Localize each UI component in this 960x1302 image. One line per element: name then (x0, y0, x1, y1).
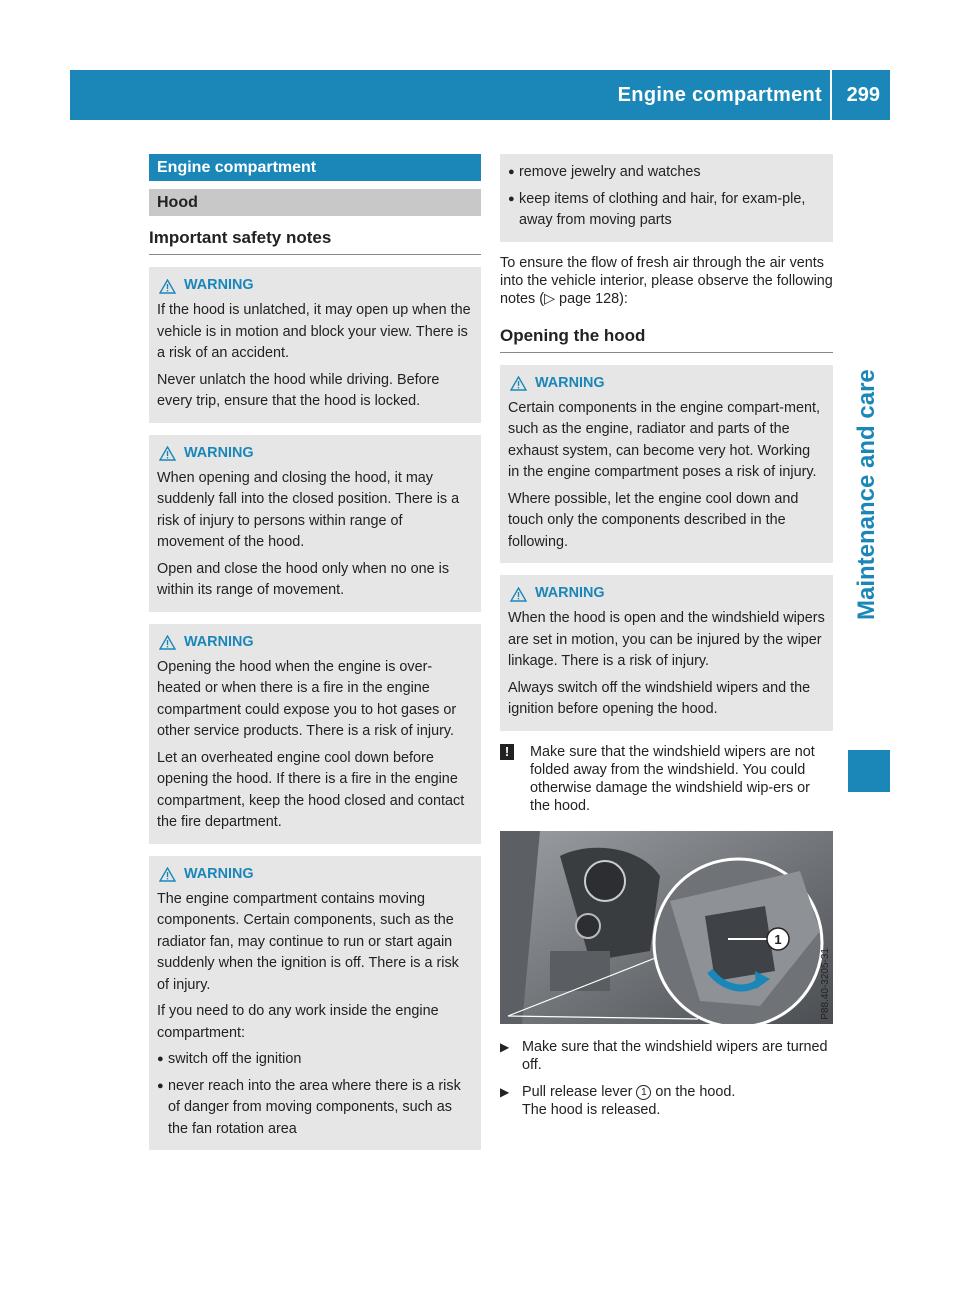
warning-triangle-icon (159, 279, 176, 294)
warning-triangle-icon (159, 867, 176, 882)
hood-release-photo (500, 831, 833, 1024)
image-code: P88.40-3205-31 (820, 947, 831, 1020)
intro-paragraph: To ensure the flow of fresh air through the air vents into the vehicle interior, please observe the following notes (▷ page 128): (500, 254, 833, 307)
right-column (500, 154, 833, 1119)
chapter-side-tab (848, 120, 890, 1120)
warning-triangle-icon (159, 446, 176, 461)
footwell-illustration (500, 831, 833, 1024)
warning-text: Opening the hood when the engine is over-heated or when there is a fire in the engine compartment could expose you to hot gases or other service products. There is a risk of injury. (157, 658, 457, 739)
warning-triangle-icon (510, 587, 527, 602)
warning-box (149, 624, 481, 844)
callout-1-icon: 1 (636, 1085, 651, 1100)
header-title: Engine compartment (617, 84, 822, 106)
warning-triangle-icon (510, 376, 527, 391)
warning-text: When opening and closing the hood, it may suddenly fall into the closed position. There is a risk of injury to persons within range of movement of the hood. (157, 469, 460, 550)
page-header-bar (70, 70, 890, 120)
section-title: Engine compartment (149, 154, 481, 181)
bullet-item: ● never reach into the area where there is a risk of danger from moving components, such as the fan rotation area (157, 1076, 473, 1141)
page-number: 299 (846, 84, 880, 106)
chapter-marker (848, 750, 890, 792)
bullet-item: ● keep items of clothing and hair, for exam-ple, away from moving parts (508, 189, 825, 232)
warning-box-continued (500, 154, 833, 242)
warning-text: Certain components in the engine compart-ment, such as the engine, radiator and parts of the exhaust system, can become very hot. Working in the engine compartment poses a risk of injury. (508, 399, 820, 480)
header-divider (830, 70, 832, 120)
warning-title: WARNING (535, 374, 605, 391)
instruction-step: ▶ Make sure that the windshield wipers are turned off. (500, 1038, 828, 1073)
warning-title: WARNING (184, 444, 254, 461)
caution-note: ! Make sure that the windshield wipers are not folded away from the windshield. You could otherwise damage the windshield wip-ers or the hood. (500, 743, 833, 815)
warning-box (149, 856, 481, 1151)
warning-text: When the hood is open and the windshield wipers are set in motion, you can be injured by the wiper linkage. There is a risk of injury. (508, 610, 825, 669)
warning-box (500, 575, 833, 731)
heading-safety-notes: Important safety notes (149, 216, 481, 255)
heading-opening-hood: Opening the hood (500, 308, 833, 353)
bullet-icon: ● (508, 192, 515, 205)
chapter-label: Maintenance and care (853, 369, 880, 620)
warning-text: Where possible, let the engine cool down and touch only the components described in the following. (508, 490, 799, 550)
warning-title: WARNING (184, 633, 254, 650)
warning-box (149, 267, 481, 423)
step-arrow-icon: ▶ (500, 1039, 510, 1054)
warning-text: If you need to do any work inside the engine compartment: (157, 1003, 439, 1041)
step-result: The hood is released. (522, 1101, 661, 1118)
warning-text: Always switch off the windshield wipers and the ignition before opening the hood. (508, 679, 811, 717)
warning-text: Never unlatch the hood while driving. Before every trip, ensure that the hood is locked. (157, 371, 440, 409)
warning-text: If the hood is unlatched, it may open up when the vehicle is in motion and block your view. There is a risk of an accident. (157, 302, 471, 361)
warning-text: Let an overheated engine cool down before opening the hood. If there is a fire in the engine compartment, keep the hood closed and contact the fire department. (157, 749, 465, 830)
warning-title: WARNING (535, 585, 605, 602)
warning-box (149, 435, 481, 612)
subsection-title: Hood (149, 189, 481, 216)
warning-text: Open and close the hood only when no one is within its range of movement. (157, 560, 450, 598)
photo-callout-1: 1 (774, 931, 782, 947)
exclamation-icon: ! (500, 744, 514, 760)
warning-title: WARNING (184, 277, 254, 294)
warning-triangle-icon (159, 635, 176, 650)
warning-box (500, 365, 833, 564)
left-column (149, 154, 481, 1162)
bullet-item: ● switch off the ignition (157, 1049, 473, 1071)
bullet-icon: ● (157, 1079, 164, 1092)
bullet-icon: ● (157, 1053, 164, 1065)
warning-text: The engine compartment contains moving components. Certain components, such as the radiator fan, may continue to run or start again suddenly when the ignition is off. There is a risk of injury. (157, 890, 459, 993)
step-arrow-icon: ▶ (500, 1084, 510, 1099)
instruction-step: ▶ Pull release lever 1 on the hood. The hood is released. (500, 1083, 736, 1118)
bullet-item: ● remove jewelry and watches (508, 162, 825, 184)
warning-title: WARNING (184, 865, 254, 882)
bullet-icon: ● (508, 166, 515, 178)
